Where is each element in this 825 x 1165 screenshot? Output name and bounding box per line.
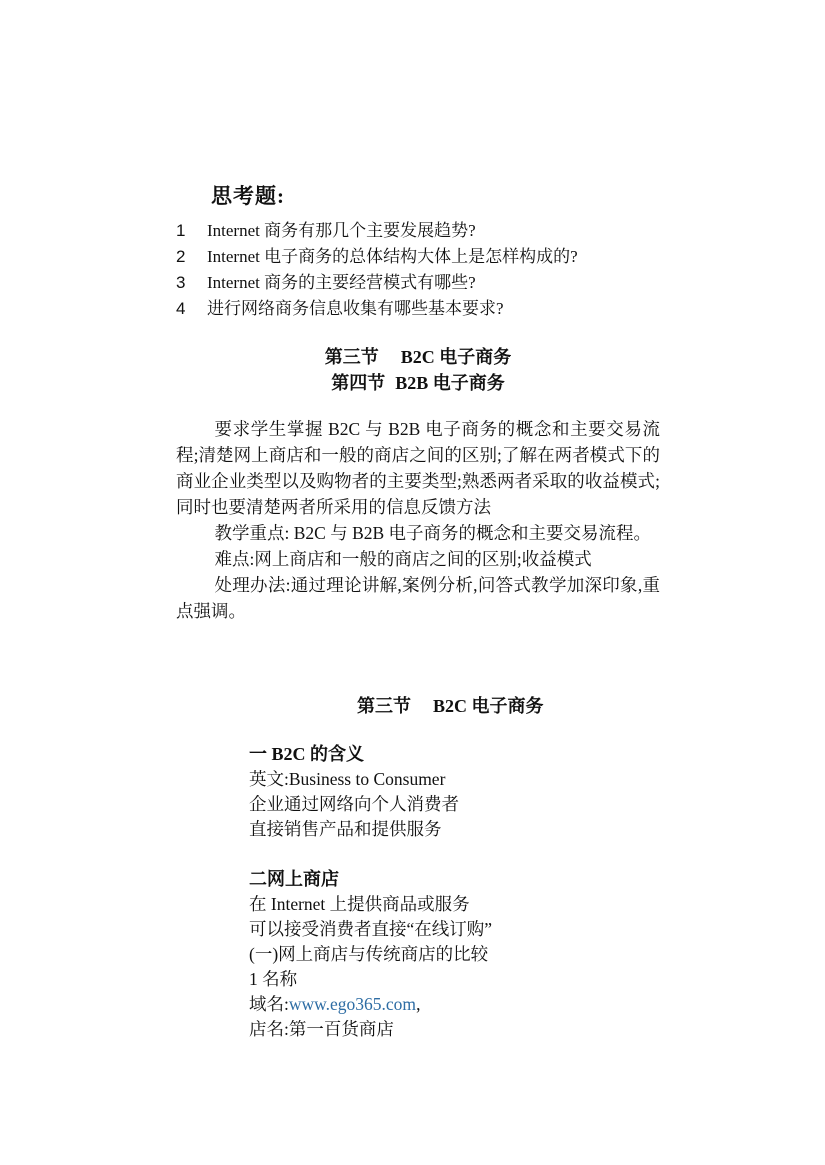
chapter-number: 第四节: [331, 373, 386, 393]
text-line: 英文:Business to Consumer: [249, 769, 446, 789]
chapter-title-b2c: [176, 343, 660, 369]
teaching-focus-paragraph: 教学重点: B2C 与 B2B 电子商务的概念和主要交易流程。: [214, 523, 652, 543]
question-text: Internet 电子商务的总体结构大体上是怎样构成的?: [207, 247, 578, 266]
question-item: [176, 296, 578, 322]
text-line: 在 Internet 上提供商品或服务: [249, 894, 470, 914]
part-online-store: [249, 866, 492, 1042]
chapter-title-b2b: [176, 369, 660, 395]
question-item: [176, 270, 578, 296]
question-item: [176, 218, 578, 244]
domain-line: [249, 992, 492, 1017]
text-line: 可以接受消费者直接“在线订购”: [249, 919, 493, 939]
text-line: 直接销售产品和提供服务: [249, 819, 442, 839]
difficulty-paragraph: 难点:网上商店和一般的商店之间的区别;收益模式: [214, 549, 592, 569]
domain-label: 域名:: [249, 994, 289, 1014]
section-title: [357, 692, 544, 718]
question-number: 1: [176, 221, 186, 240]
text-line: 1 名称: [249, 969, 298, 989]
section-name: B2C 电子商务: [433, 696, 544, 716]
section-number: 第三节: [357, 696, 411, 716]
part-b2c-meaning: [249, 741, 459, 842]
method-paragraph: 处理办法:通过理论讲解,案例分析,问答式教学加深印象,重点强调。: [176, 575, 660, 621]
question-text: 进行网络商务信息收集有哪些基本要求?: [207, 299, 504, 318]
question-number: 3: [176, 273, 186, 292]
question-text: Internet 商务有那几个主要发展趋势?: [207, 221, 476, 240]
question-number: 4: [176, 299, 186, 318]
text-line: 企业通过网络向个人消费者: [249, 794, 459, 814]
requirements-paragraph: 要求学生掌握 B2C 与 B2B 电子商务的概念和主要交易流程;清楚网上商店和一般的商店之间的区别;了解在两者模式下的商业企业类型以及购物者的主要类型;熟悉两者采取的收益模式;同时也要清楚两者所采用的信息反馈方法: [176, 419, 660, 517]
question-item: [176, 244, 578, 270]
questions-list: [176, 218, 578, 322]
question-text: Internet 商务的主要经营模式有哪些?: [207, 273, 476, 292]
part-title: 二网上商店: [249, 869, 339, 889]
chapter-number: 第三节: [324, 347, 379, 367]
questions-heading: 思考题:: [211, 184, 285, 208]
text-line: (一)网上商店与传统商店的比较: [249, 944, 489, 964]
domain-suffix: ,: [416, 994, 421, 1014]
store-name-line: 店名:第一百货商店: [249, 1019, 394, 1039]
question-number: 2: [176, 247, 186, 266]
chapter-name: B2C 电子商务: [400, 347, 512, 367]
requirements-section: [176, 416, 660, 624]
domain-link[interactable]: www.ego365.com: [288, 994, 417, 1014]
part-title: 一 B2C 的含义: [249, 744, 365, 764]
chapter-name: B2B 电子商务: [395, 373, 505, 393]
